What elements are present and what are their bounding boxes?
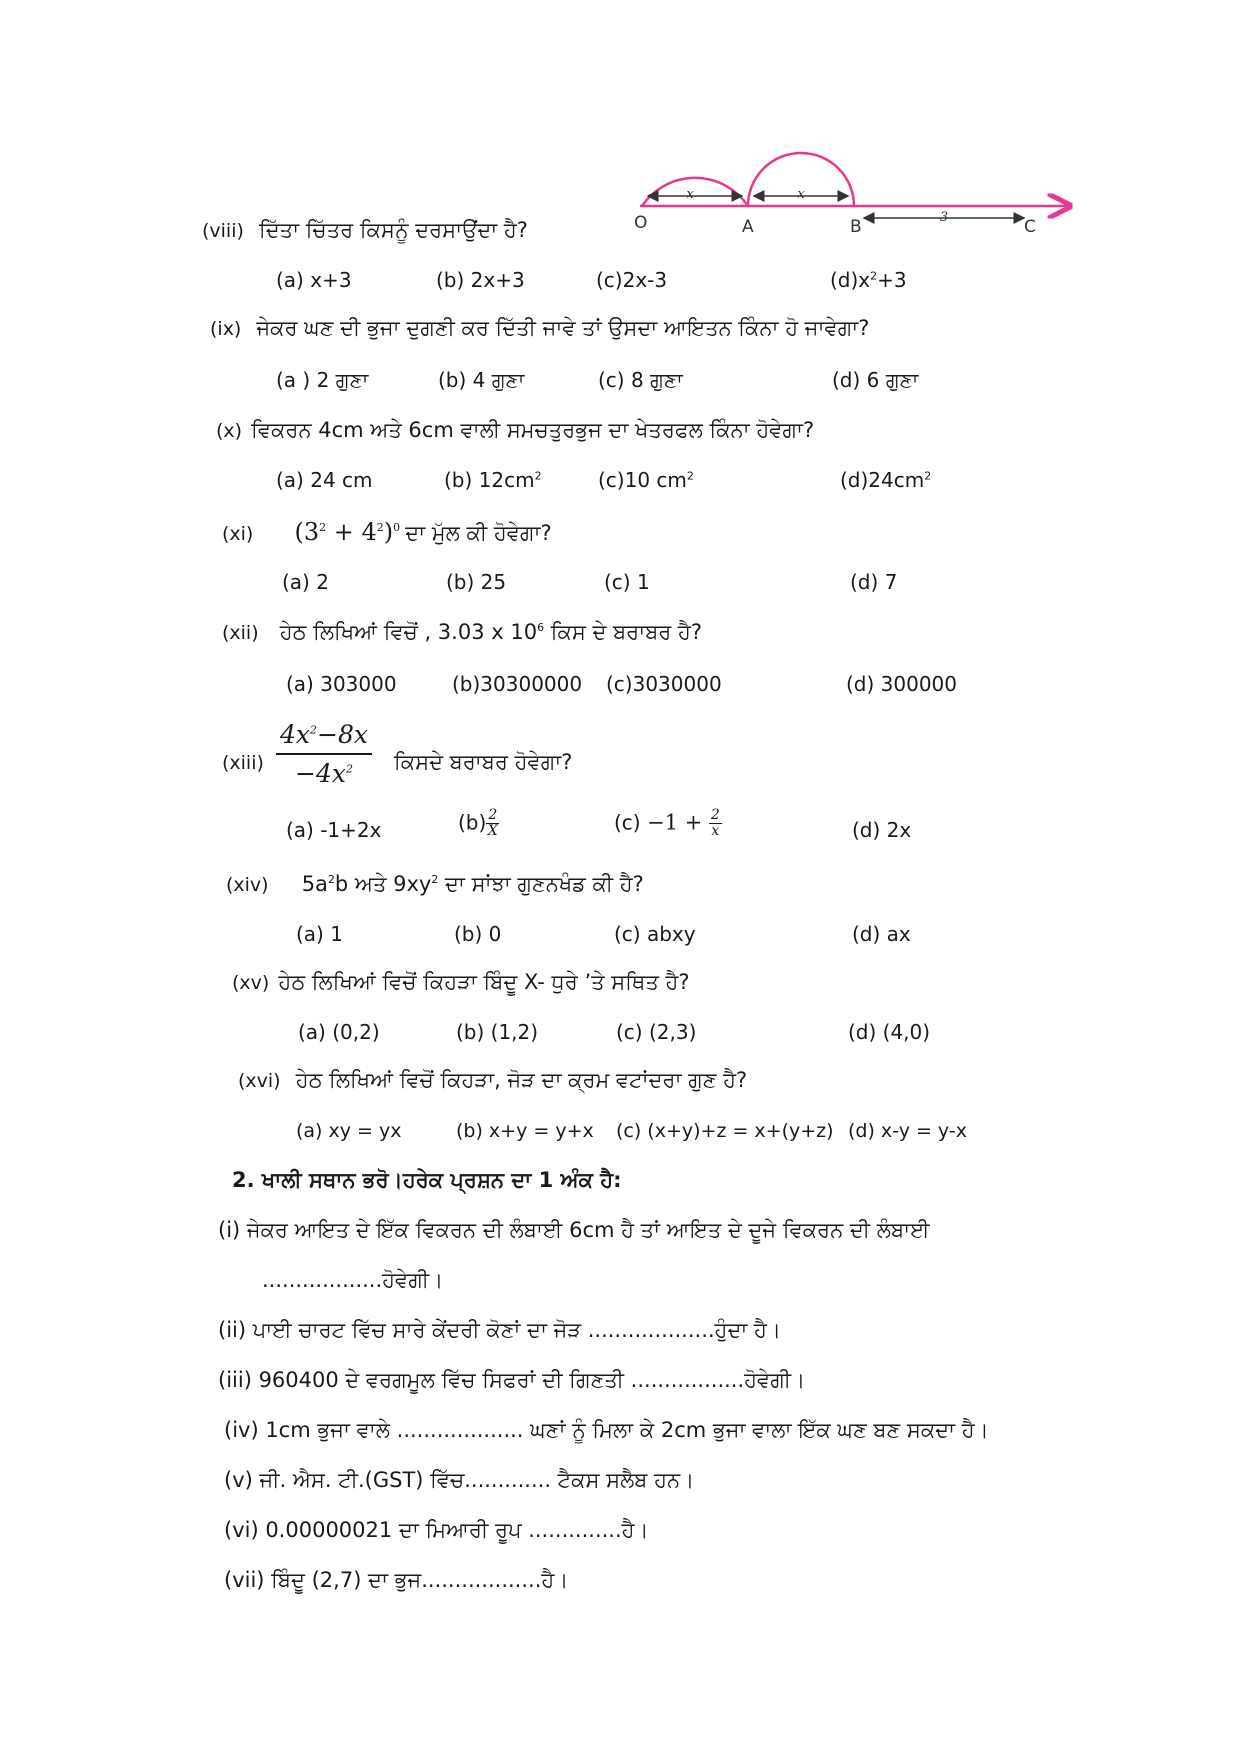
option-d: (d) 7	[850, 570, 898, 594]
fraction-bar	[276, 753, 372, 755]
question-x	[216, 418, 814, 443]
question-number: (xi)	[222, 523, 254, 545]
point-b: B	[850, 217, 862, 237]
option-d: (d) 6 ਗੁਣਾ	[832, 368, 919, 392]
fill-blank-vi: (vi) 0.00000021 ਦਾ ਮਿਆਰੀ ਰੂਪ ..............ਹੈ।	[224, 1518, 649, 1542]
option-d: (d) 300000	[846, 672, 958, 696]
question-number: (xvi)	[238, 1070, 281, 1092]
option-a: (a) xy = yx	[296, 1120, 402, 1142]
question-viii	[202, 218, 528, 243]
arc-oa	[642, 178, 748, 206]
question-text: ਜੇਕਰ ਘਣ ਦੀ ਭੁਜਾ ਦੁਗਣੀ ਕਰ ਦਿੱਤੀ ਜਾਵੇ ਤਾਂ ਉਸਦਾ ਆਇਤਨ ਕਿੰਨਾ ਹੋ ਜਾਵੇਗਾ?	[256, 316, 870, 340]
option-a: (a) x+3	[276, 268, 352, 292]
point-a: A	[742, 217, 754, 237]
question-number: (xiii)	[222, 752, 264, 774]
question-number: (xiv)	[226, 874, 269, 896]
option-b: (b) x+y = y+x	[456, 1120, 594, 1142]
fill-blank-iv: (iv) 1cm ਭੁਜਾ ਵਾਲੇ ................... ਘਣਾਂ ਨੂੰ ਮਿਲਾ ਕੇ 2cm ਭੁਜਾ ਵਾਲਾ ਇੱਕ ਘਣ ਬਣ ਸਕਦਾ ਹੈ।	[224, 1418, 989, 1442]
question-text: ਦਿੱਤਾ ਚਿੱਤਰ ਕਿਸਨੂੰ ਦਰਸਾਉਂਦਾ ਹੈ?	[259, 218, 528, 242]
question-text: ਹੇਠ ਲਿਖਿਆਂ ਵਿਚੋਂ , 3.03 x $10^6$ ਕਿਸ ਦੇ ਬਰਾਬਰ ਹੈ?	[279, 620, 703, 644]
question-text: $5a^2b$ ਅਤੇ $9xy^2$ ਦਾ ਸਾਂਝਾ ਗੁਣਨਖੰਡ ਕੀ ਹੈ?	[301, 872, 644, 896]
option-a: (a) 303000	[286, 672, 397, 696]
point-o: O	[634, 213, 648, 233]
question-number: (xii)	[222, 622, 259, 644]
question-number: (ix)	[210, 318, 242, 340]
number-line-diagram	[620, 150, 1080, 240]
label-3: 3	[939, 210, 949, 225]
option-b: (b)30300000	[452, 672, 583, 696]
fill-blank-ii: (ii) ਪਾਈ ਚਾਰਟ ਵਿੱਚ ਸਾਰੇ ਕੇਂਦਰੀ ਕੋਣਾਂ ਦਾ ਜੋੜ ...................ਹੁੰਦਾ ਹੈ।	[218, 1318, 782, 1342]
label-x-2: x	[797, 187, 805, 202]
question-text: ਵਿਕਰਨ 4cm ਅਤੇ 6cm ਵਾਲੀ ਸਮਚਤੁਰਭੁਜ ਦਾ ਖੇਤਰਫਲ ਕਿੰਨਾ ਹੋਵੇਗਾ?	[251, 418, 815, 442]
label-x-1: x	[686, 187, 694, 202]
question-xi	[222, 518, 552, 546]
option-a: (a) -1+2x	[286, 818, 382, 842]
option-b: (b) 25	[446, 570, 507, 594]
option-b: (b) $12cm^2$	[444, 468, 542, 492]
fill-blank-i-line2: ..................ਹੋਵੇਗੀ।	[262, 1268, 444, 1292]
question-number: (x)	[216, 420, 243, 442]
option-a: (a ) 2 ਗੁਣਾ	[276, 368, 369, 392]
section-heading: 2. ਖਾਲੀ ਸਥਾਨ ਭਰੋ।ਹਰੇਕ ਪ੍ਰਸ਼ਨ ਦਾ 1 ਅੰਕ ਹੈ:	[232, 1168, 622, 1192]
question-number: (xv)	[232, 972, 270, 994]
option-c: (c) −1 + $\frac{2}{x}$	[614, 807, 720, 840]
option-c: (c)2x-3	[596, 268, 668, 292]
option-b: (b) $\frac{2}{X}$	[458, 807, 498, 840]
option-c: (c)3030000	[606, 672, 722, 696]
expression: $(3^2 + 4^2)^0$	[294, 518, 401, 546]
option-a: (a) (0,2)	[298, 1020, 380, 1044]
question-xiv	[226, 872, 644, 897]
question-text: ਕਿਸਦੇ ਬਰਾਬਰ ਹੋਵੇਗਾ?	[394, 750, 573, 774]
question-text: ਦਾ ਮੁੱਲ ਕੀ ਹੋਵੇਗਾ?	[405, 521, 552, 545]
question-xii	[222, 620, 702, 645]
option-d: (d) (4,0)	[848, 1020, 931, 1044]
option-c: (c) 8 ਗੁਣਾ	[598, 368, 683, 392]
question-xvi	[238, 1068, 747, 1093]
question-text: ਹੇਠ ਲਿਖਿਆਂ ਵਿਚੋਂ ਕਿਹੜਾ ਬਿੰਦੂ X- ਧੁਰੇ ’ਤੇ ਸਥਿਤ ਹੈ?	[278, 970, 690, 994]
option-a: (a) 2	[282, 570, 329, 594]
option-d: $(d)24cm^2$	[840, 468, 932, 492]
question-xv	[232, 970, 690, 995]
question-ix	[210, 316, 869, 341]
point-c: C	[1024, 217, 1036, 237]
option-d: (d) ax	[852, 922, 911, 946]
option-a: (a) 1	[296, 922, 343, 946]
option-c: (c) abxy	[614, 922, 696, 946]
fill-blank-v: (v) ਜੀ. ਐਸ. ਟੀ.(GST) ਵਿੱਚ............. ਟੈਕਸ ਸਲੈਬ ਹਨ।	[224, 1468, 695, 1492]
option-c: (c) (2,3)	[616, 1020, 697, 1044]
numerator: $4x^2-8x$	[280, 720, 368, 749]
option-c: (c) 1	[604, 570, 650, 594]
fill-blank-vii: (vii) ਬਿੰਦੂ (2,7) ਦਾ ਭੁਜ..................ਹੈ।	[224, 1568, 569, 1592]
fill-blank-iii: (iii) 960400 ਦੇ ਵਰਗਮੂਲ ਵਿੱਚ ਸਿਫਰਾਂ ਦੀ ਗਿਣਤੀ .................ਹੋਵੇਗੀ।	[218, 1368, 806, 1392]
question-text: ਹੇਠ ਲਿਖਿਆਂ ਵਿਚੋਂ ਕਿਹੜਾ, ਜੋੜ ਦਾ ਕ੍ਰਮ ਵਟਾਂਦਰਾ ਗੁਣ ਹੈ?	[295, 1068, 748, 1092]
option-b: (b) 4 ਗੁਣਾ	[438, 368, 525, 392]
option-c: (c)10 $cm^2$	[598, 468, 694, 492]
option-a: (a) 24 cm	[276, 468, 373, 492]
option-b: (b) 2x+3	[436, 268, 525, 292]
fraction-expression	[276, 720, 372, 788]
option-d: $(d)x^2+3$	[830, 268, 907, 292]
option-d: (d) x-y = y-x	[848, 1120, 967, 1142]
option-c: (c) (x+y)+z = x+(y+z)	[616, 1120, 834, 1142]
fill-blank-i-line1: (i) ਜੇਕਰ ਆਇਤ ਦੇ ਇੱਕ ਵਿਕਰਨ ਦੀ ਲੰਬਾਈ 6cm ਹੈ ਤਾਂ ਆਇਤ ਦੇ ਦੂਜੇ ਵਿਕਰਨ ਦੀ ਲੰਬਾਈ	[218, 1218, 930, 1242]
question-number: (viii)	[202, 220, 244, 242]
option-b: (b) 0	[454, 922, 502, 946]
option-b: (b) (1,2)	[456, 1020, 539, 1044]
option-d: (d) 2x	[852, 818, 912, 842]
denominator: $-4x^2$	[295, 759, 353, 788]
